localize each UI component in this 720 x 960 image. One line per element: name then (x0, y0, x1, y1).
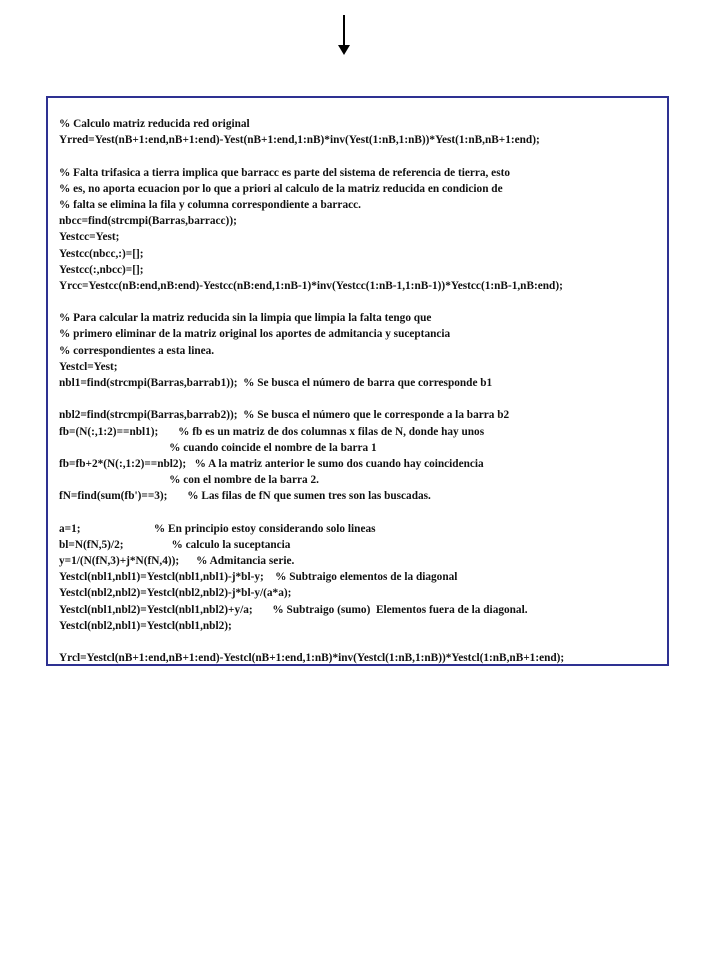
code-line: % Calculo matriz reducida red original (59, 118, 250, 130)
code-line: bl=N(fN,5)/2; % calculo la suceptancia (59, 538, 291, 551)
code-line: % primero eliminar de la matriz original los aportes de admitancia y suceptancia (59, 328, 451, 341)
code-line: Yestcl(nbl1,nbl2)=Yestcl(nbl1,nbl2)+y/a; % Subtraigo (sumo) Elementos fuera de la diagonal. (59, 603, 528, 616)
code-line: Yestcl=Yest; (59, 360, 118, 373)
code-line: nbl2=find(strcmpi(Barras,barrab2)); % Se busca el número que le corresponde a la barra b2 (59, 409, 510, 422)
code-line (59, 505, 564, 521)
code-line: Yestcl(nbl1,nbl1)=Yestcl(nbl1,nbl1)-j*bl-y; % Subtraigo elementos de la diagonal (59, 571, 458, 584)
code-line: Yestcc=Yest; (59, 231, 120, 244)
code-line: Yestcc(:,nbcc)=[]; (59, 263, 144, 276)
code-line (59, 391, 564, 407)
code-line: nbl1=find(strcmpi(Barras,barrab1)); % Se busca el número de barra que corresponde b1 (59, 377, 493, 389)
code-line: % falta se elimina la fila y columna correspondiente a barracc. (59, 198, 361, 211)
code-line: Yrcl=Yestcl(nB+1:end,nB+1:end)-Yestcl(nB+1:end,1:nB)*inv(Yestcl(1:nB,1:nB))*Yestcl(1:nB,nB+1:end); (59, 652, 565, 665)
code-line: fb=fb+2*(N(:,1:2)==nbl2); % A la matriz anterior le sumo dos cuando hay coincidencia (59, 457, 484, 470)
down-arrow-icon (337, 15, 351, 55)
code-line: a=1; % En principio estoy considerando solo lineas (59, 522, 376, 535)
code-line: % cuando coincide el nombre de la barra 1 (59, 441, 377, 454)
code-line: Yestcl(nbl2,nbl1)=Yestcl(nbl1,nbl2); (59, 619, 232, 632)
code-line: Yestcc(nbcc,:)=[]; (59, 247, 144, 260)
code-line: % con el nombre de la barra 2. (59, 474, 319, 487)
code-line: y=1/(N(fN,3)+j*N(fN,4)); % Admitancia serie. (59, 555, 295, 568)
code-line: % Falta trifasica a tierra implica que barracc es parte del sistema de referencia de tierra, esto (59, 166, 511, 179)
code-box (46, 96, 669, 666)
code-line: % Para calcular la matriz reducida sin la limpia que limpia la falta tengo que (59, 312, 432, 325)
code-line: fN=find(sum(fb')==3); % Las filas de fN que sumen tres son las buscadas. (59, 490, 431, 503)
code-line (59, 634, 564, 650)
code-line: Yrcc=Yestcc(nB:end,nB:end)-Yestcc(nB:end,1:nB-1)*inv(Yestcc(1:nB-1,1:nB-1))*Yestcc(1:nB-1,nB:end); (59, 279, 563, 292)
code-line (59, 148, 564, 164)
code-listing (59, 116, 564, 666)
code-line: fb=(N(:,1:2)==nbl1); % fb es un matriz de dos columnas x filas de N, donde hay unos (59, 425, 485, 438)
code-line (59, 294, 564, 310)
code-line: nbcc=find(strcmpi(Barras,barracc)); (59, 215, 237, 228)
code-line: Yestcl(nbl2,nbl2)=Yestcl(nbl2,nbl2)-j*bl-y/(a*a); (59, 587, 292, 600)
code-line: Yrred=Yest(nB+1:end,nB+1:end)-Yest(nB+1:end,1:nB)*inv(Yest(1:nB,1:nB))*Yest(1:nB,nB+1:end); (59, 134, 540, 147)
code-line: % es, no aporta ecuacion por lo que a priori al calculo de la matriz reducida en condicion de (59, 182, 503, 195)
code-line: % correspondientes a esta linea. (59, 344, 215, 357)
